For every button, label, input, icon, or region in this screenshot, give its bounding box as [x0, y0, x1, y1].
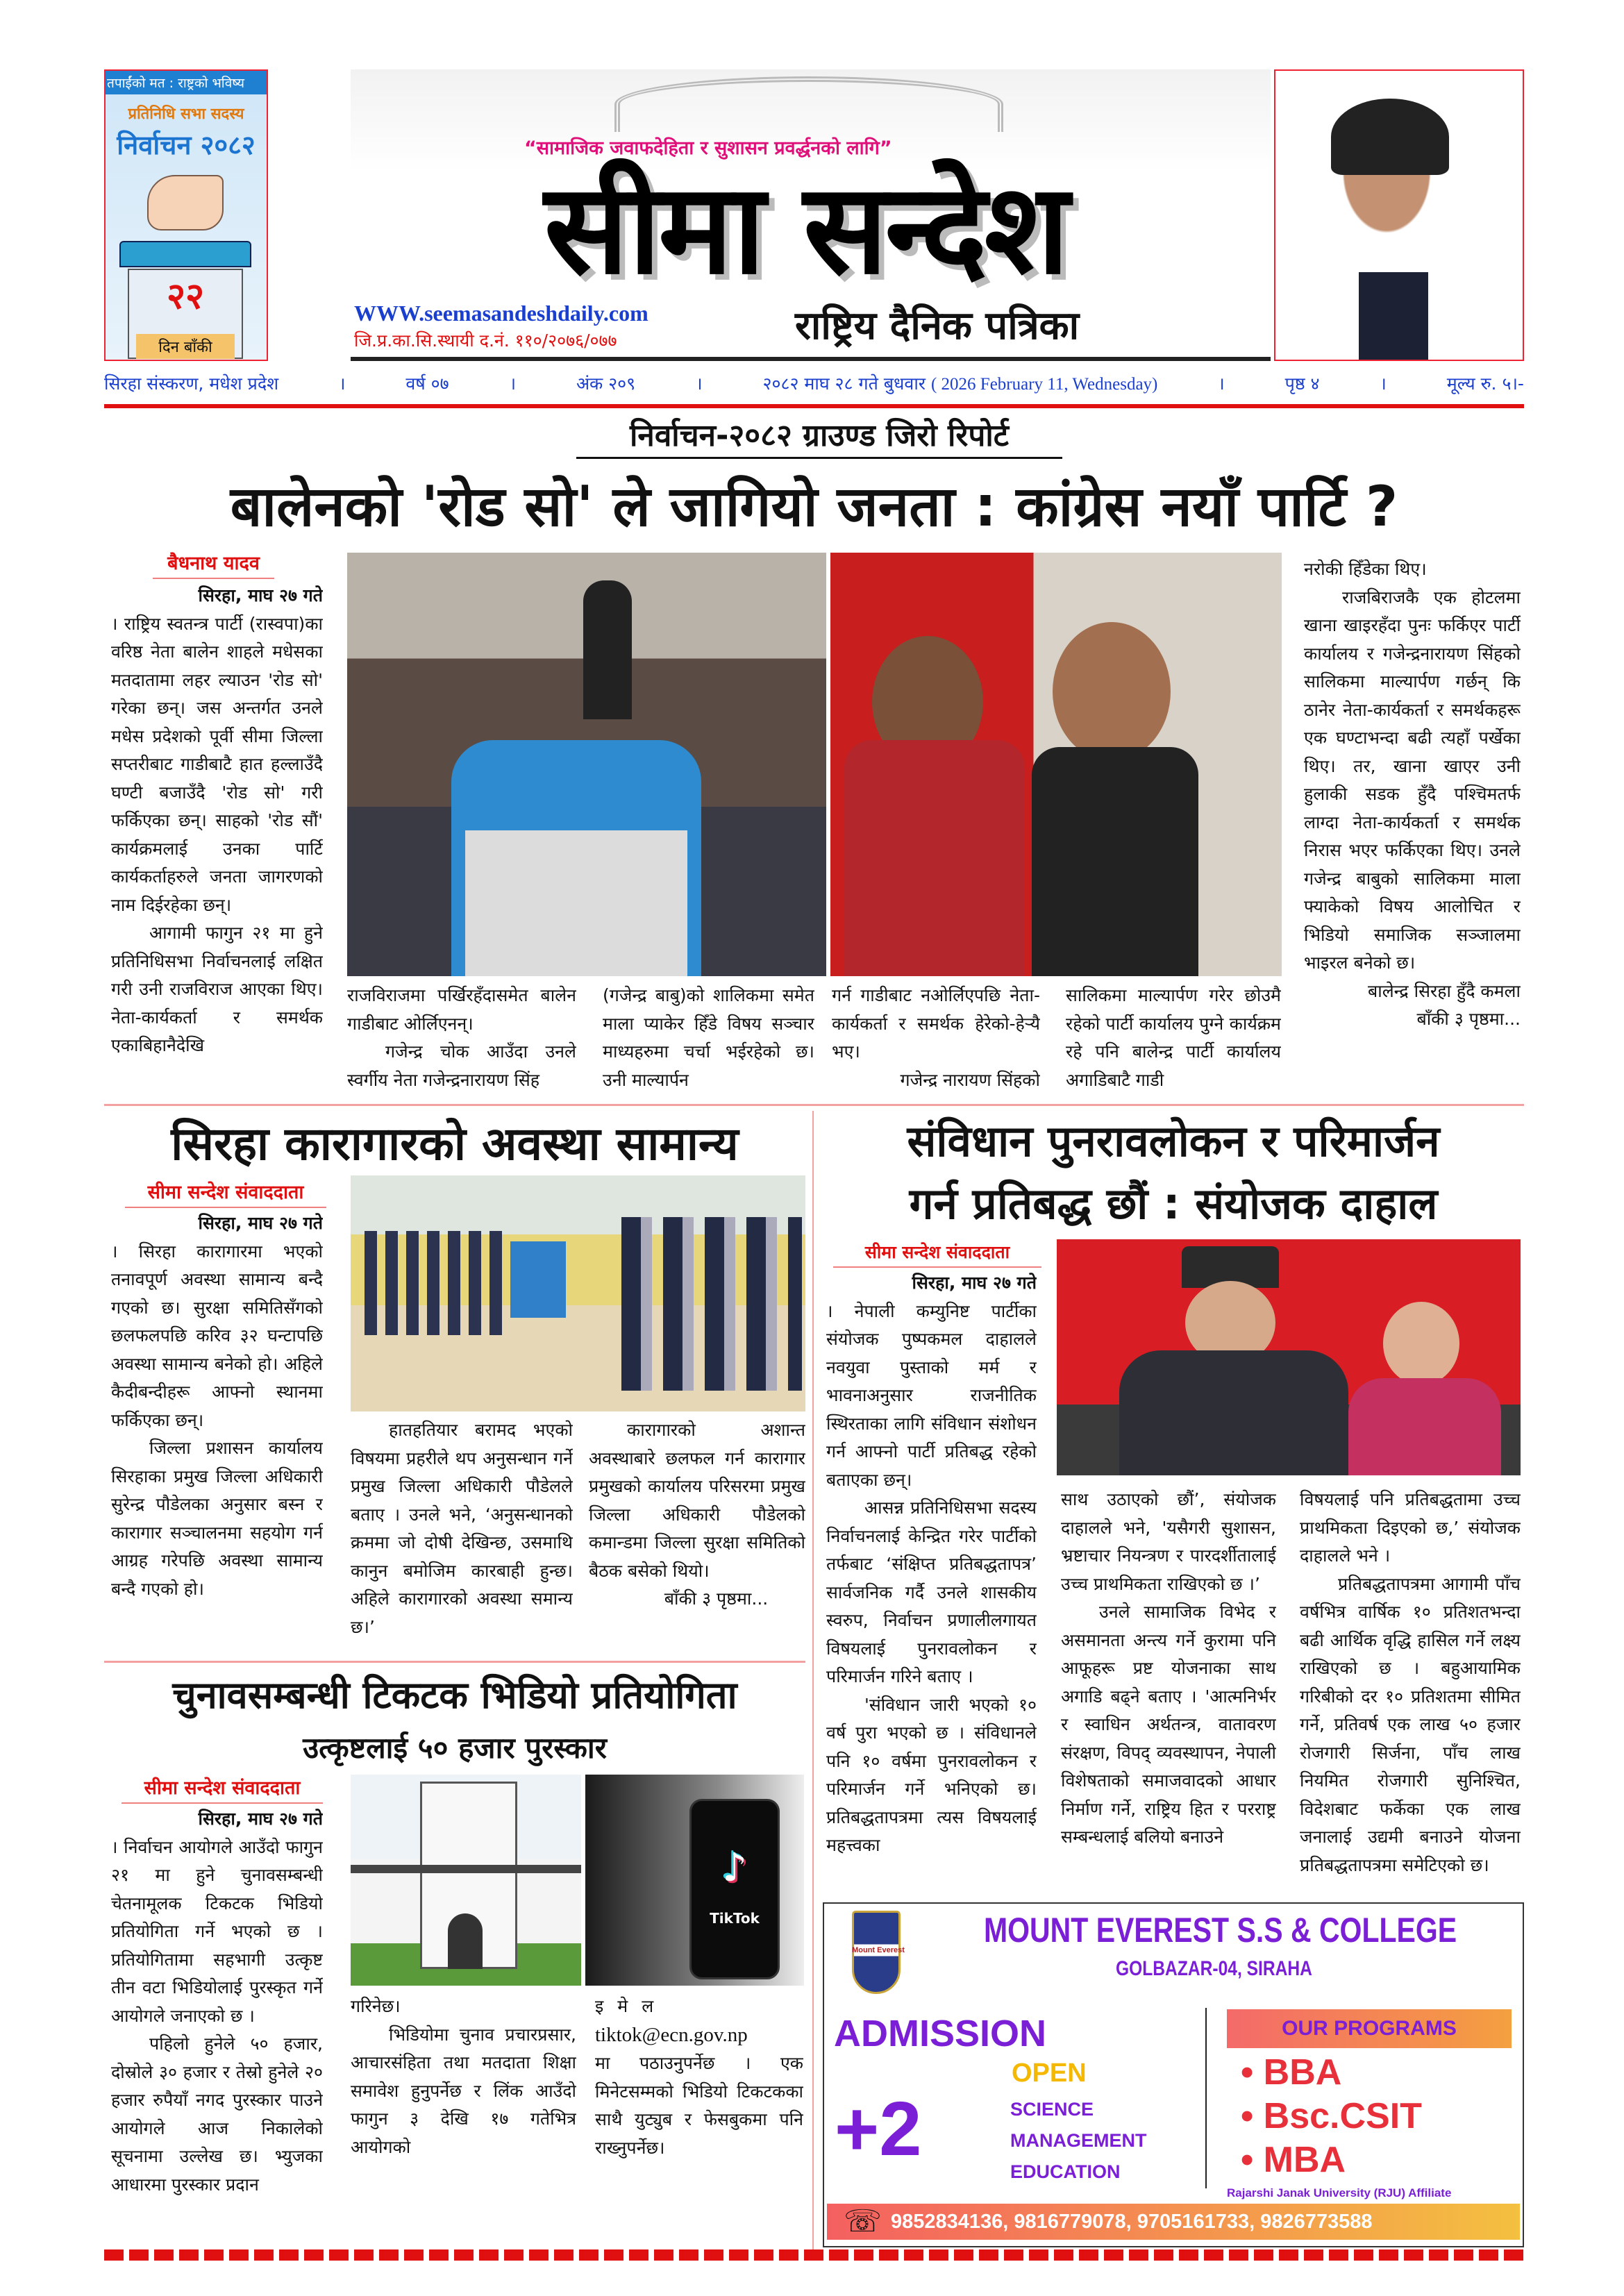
- issue-number: अंक २०९: [576, 374, 636, 394]
- paragraph: । नेपाली कम्युनिष्ट पार्टीका संयोजक पुष्पकमल दाहालले नवयुवा पुस्ताको मर्म र भावनाअनुसार राजनीतिक स्थिरताका लागि संविधान संशोधन गर्न आफ्नो पार्टी प्रतिबद्ध रहेको बताएका छन्।: [826, 1300, 1037, 1490]
- paragraph: । राष्ट्रिय स्वतन्त्र पार्टी (रास्वपा)का वरिष्ठ नेता बालेन शाहले मधेसका मतदातामा लहर ल्याउन 'रोड सो' गरेका छन्। जस अन्तर्गत उनले मधेस प्रदेशको पूर्वी सीमा जिल्ला सप्तरीबाट गाडीबाटै हात हल्लाउँदै घण्टी बजाउँदै 'रोड सो' गरी फर्किएका छन्। साहको 'रोड सौं' कार्यक्रमलाई उनका पार्टि कार्यकर्ताहरुले जनता जागरणको नाम दिईरहेका छन्।: [111, 613, 323, 915]
- banner-title: निर्वाचन २०८२: [117, 130, 256, 160]
- program-name: MBA: [1263, 2140, 1346, 2180]
- phone-numbers[interactable]: 9852834136, 9816779078, 9705161733, 9826773588: [891, 2211, 1373, 2233]
- open-label: OPEN: [1012, 2059, 1087, 2088]
- story1-caption-column-1: [347, 982, 576, 1096]
- paragraph: आगामी फागुन २१ मा हुने प्रतिनिधिसभा निर्वाचनलाई लक्षित गरी उनी राजविराज आएका थिए। नेता-कार्यकर्ता र समर्थक एकाबिहानैदेखि: [111, 923, 323, 1055]
- featured-person-photo[interactable]: [1274, 69, 1524, 361]
- english-date: ( 2026 February 11, Wednesday): [930, 375, 1158, 394]
- ad-divider: [1205, 2008, 1207, 2188]
- dahal-press-conference-photo[interactable]: [1057, 1239, 1521, 1475]
- price: मूल्य रु. ५।-: [1446, 374, 1524, 394]
- tiktok-phone-photo[interactable]: [585, 1775, 804, 1986]
- story1-caption-column-2: [603, 982, 814, 1096]
- paragraph: (गजेन्द्र बाबु)को शालिकमा समेत माला प्याकेर हिँडे विषय सञ्चार माध्यहरुमा चर्चा भईरहेको छ। उनी माल्यार्पन: [603, 985, 814, 1090]
- photo-caption: पृष्ठ ३ मा...: [1455, 335, 1513, 352]
- separator: ।: [696, 374, 703, 394]
- paragraph: । निर्वाचन आयोगले आउँदो फागुन २१ मा हुने चुनावसम्बन्धी चेतनामूलक टिकटक भिडियो प्रतियोगिता गर्ने भएको छ । प्रतियोगितामा सहभागी उत्कृष्ट तीन वटा भिडियोलाई पुरस्कृत गर्ने आयोगले जनाएको छ ।: [111, 1836, 323, 2026]
- masthead-rule: [351, 357, 1271, 361]
- dateline: सिरहा, माघ २७ गते: [198, 1809, 323, 1829]
- paragraph: राजबिराजकै एक होटलमा खाना खाइरहँदा पुनः फर्किएर पार्टी कार्यालय र गजेन्द्रनारायण सिंहको सालिकमा माल्यार्पण गर्छन् कि ठानेर नेता-कार्यकर्ता र समर्थकहरू एक घण्टाभन्दा बढी त्यहाँ पर्खेका थिए। तर, खाना खाएर उनी हुलाकी सडक हुँदै पश्चिमतर्फ लाग्दा नेता-कार्यकर्ता र समर्थक निरास भएर फर्किएका थिए। उनले गजेन्द्र बाबुको सालिकमा माला फ्याकेको विषय आलोचित र भिडियो समाजिक सञ्जालमा भाइरल बनेको छ।: [1304, 587, 1521, 973]
- college-address: GOLBAZAR-04, SIRAHA: [1116, 1957, 1312, 1980]
- stream-item: EDUCATION: [1010, 2161, 1121, 2182]
- website-link[interactable]: WWW.seemasandeshdaily.com: [354, 301, 648, 326]
- story4-byline: सीमा सन्देश संवाददाता: [122, 1775, 323, 1804]
- paragraph: हातहतियार बरामद भएको विषयमा प्रहरीले थप अनुसन्धान गर्ने प्रमुख जिल्ला अधिकारी पौडेलले बताए । उनले भने, ‘अनुसन्धानको क्रममा जो दोषी देखिन्छ, उसमाथि कानुन बमोजिम कारबाही हुन्छ। अहिले कारागारको अवस्था समान्य छ।’: [351, 1420, 573, 1637]
- newspaper-title: सीमा सन्देश: [544, 157, 1067, 302]
- header-rule: [104, 404, 1524, 408]
- nepali-date: २०८२ माघ २८ गते बुधवार: [762, 374, 926, 394]
- days-remaining: २२: [166, 276, 205, 317]
- story4-subhead: उत्कृष्टलाई ५० हजार पुरस्कार: [303, 1731, 607, 1765]
- paragraph: नरोकी हिँडेका थिए।: [1304, 559, 1427, 579]
- admission-label: ADMISSION: [834, 2013, 1047, 2054]
- story4-headline[interactable]: चुनावसम्बन्धी टिकटक भिडियो प्रतियोगिता: [172, 1673, 737, 1717]
- paragraph: । सिरहा कारागारमा भएको तनावपूर्ण अवस्था सामान्य बन्दै गएको छ। सुरक्षा समितिसँगको छलफलपछि करिव ३२ घन्टापछि अवस्था सामान्य बनेको हो। अहिले कैदीबन्दीहरू आफ्नो स्थानमा फर्किएका छन्।: [111, 1241, 323, 1430]
- dateline: सिरहा, माघ २७ गते: [198, 585, 323, 605]
- info-strip: [104, 369, 1524, 397]
- phone-bar: [827, 2204, 1520, 2240]
- paragraph: सालिकमा माल्यार्पण गरेर छोउमै रहेको पार्टी कार्यालय पुग्ने कार्यक्रम रहे पनि बालेन्द्र पार्टी कार्यालय अगाडिबाटै गाडी: [1066, 985, 1281, 1090]
- college-advertisement[interactable]: [823, 1902, 1524, 2247]
- program-name: Bsc.CSIT: [1263, 2096, 1422, 2136]
- paragraph: साथ उठाएको छौं’, संयोजक दाहालले भने, 'यसैगरी सुशासन, भ्रष्टाचार नियन्त्रण र पारदर्शीतालाई उच्च प्राथमिकता राखिएको छ ।’: [1061, 1489, 1276, 1594]
- story1-kicker: निर्वाचन-२०८२ ग्राउण्ड जिरो रिपोर्ट: [576, 415, 1062, 459]
- paragraph: गर्न गाडीबाट नओर्लिएपछि नेता-कार्यकर्ता र समर्थक हेरेको-हेर्‍यै भए।: [832, 985, 1040, 1062]
- story2-column-1: [111, 1209, 323, 1654]
- story1-byline: बैधनाथ यादव: [153, 550, 274, 579]
- column-divider: [812, 1111, 814, 2249]
- story3-headline-line1[interactable]: संविधान पुनरावलोकन र परिमार्जन: [907, 1116, 1440, 1166]
- program-item: • MBA: [1241, 2140, 1346, 2180]
- programs-title: OUR PROGRAMS: [1227, 2009, 1512, 2048]
- paragraph: राजविराजमा पर्खिरहँदासमेत बालेन गाडीबाट ओर्लिएनन्।: [347, 985, 576, 1034]
- program-item: • Bsc.CSIT: [1241, 2096, 1422, 2136]
- congress-leaders-photo[interactable]: [830, 553, 1282, 976]
- story1-caption-column-4: [1066, 982, 1281, 1096]
- story3-column-1: [826, 1269, 1037, 1902]
- tiktok-label: TikTok: [710, 1910, 760, 1927]
- paragraph: उनले सामाजिक विभेद र असमानता अन्त्य गर्ने कुरामा पनि आफूहरू प्रष्ट योजनाका साथ अगाडि बढ्ने बताए । 'आत्मनिर्भर र स्वाधिन अर्थतन्त्र, वातावरण संरक्षण, विपद् व्यवस्थापन, नेपाली विशेषताको समाजवादको आधार निर्माण गर्ने, राष्ट्रिय हित र परराष्ट्र सम्बन्धलाई बलियो बनाउने: [1061, 1602, 1276, 1847]
- ballot-box-icon: [119, 241, 251, 359]
- paragraph: 'संविधान जारी भएको १० वर्ष पुरा भएको छ । संविधानले पनि १० वर्षमा पुनरावलोकन र परिमार्जन गर्ने भनिएको छ। प्रतिबद्धतापत्रमा त्यस विषयलाई महत्त्वका: [826, 1694, 1037, 1855]
- story3-byline: सीमा सन्देश संवाददाता: [833, 1239, 1041, 1268]
- separator: ।: [1380, 374, 1387, 394]
- separator: ।: [1218, 374, 1225, 394]
- tiktok-logo-icon: ♪: [722, 1845, 747, 1891]
- plus-two-label: +2: [835, 2086, 922, 2172]
- continued-link[interactable]: बाँकी ३ पृष्ठमा...: [664, 1589, 769, 1609]
- separator: ।: [509, 374, 517, 394]
- streams-list: [1010, 2094, 1147, 2188]
- divider: [104, 1661, 805, 1663]
- story2-headline[interactable]: सिरहा कारागारको अवस्था सामान्य: [171, 1117, 739, 1171]
- paragraph: बालेन्द्र सिरहा हुँदै कमला: [1367, 980, 1521, 1001]
- banner-slogan: तपाईंको मत : राष्ट्रको भविष्य: [106, 71, 267, 94]
- email-link[interactable]: tiktok@ecn.gov.np: [595, 2023, 748, 2046]
- paragraph: गजेन्द्र चोक आउँदा उनले स्वर्गीय नेता गजेन्द्रनारायण सिंह: [347, 1041, 576, 1090]
- phone-icon: ☏: [844, 2204, 882, 2238]
- paragraph: पहिलो हुनेले ५० हजार, दोस्रोले ३० हजार र तेस्रो हुनेले २० हजार रुपैयाँ नगद पुरस्कार पाउने आयोगले आज निकालेको सूचनामा उल्लेख छ। भ्युजका आधारमा पुरस्कार प्रदान: [111, 2034, 323, 2195]
- story2-column-3: [589, 1416, 805, 1652]
- story3-column-3: [1300, 1486, 1521, 1902]
- edition: सिरहा संस्करण, मधेश प्रदेश: [104, 374, 279, 394]
- story3-column-2: [1061, 1486, 1276, 1902]
- dateline: सिरहा, माघ २७ गते: [912, 1273, 1037, 1293]
- paragraph: भिडियोमा चुनाव प्रचारप्रसार, आचारसंहिता तथा मतदाता शिक्षा समावेश हुनुपर्नेछ र लिंक आउँदो फागुन ३ देखि १७ गतेभित्र आयोगको: [351, 2024, 576, 2157]
- paragraph: कारागारको अशान्त अवस्थाबारे छलफल गर्न कारागार प्रमुखको कार्यालय परिसरमा प्रमुख जिल्ला अधिकारी पौडेलको कमान्डमा जिल्ला सुरक्षा समितिको बैठक बसेको थियो।: [589, 1420, 805, 1581]
- stream-item: MANAGEMENT: [1010, 2130, 1147, 2151]
- road-show-crowd-photo[interactable]: [347, 553, 826, 976]
- paragraph: गजेन्द्र नारायण सिंहको: [900, 1069, 1040, 1090]
- story1-headline[interactable]: बालेनको 'रोड सो' ले जागियो जनता : कांग्रेस नयाँ पार्टि ?: [230, 474, 1398, 539]
- election-commission-building-photo[interactable]: [351, 1775, 581, 1986]
- paragraph: मा पठाउनुपर्नेछ । एक मिनेटसम्मको भिडियो टिकटकका साथै युट्युब र फेसबुकमा पनि राख्नुपर्नेछ।: [595, 2053, 803, 2158]
- volume: वर्ष ०७: [405, 374, 449, 394]
- masthead-tagline: “सामाजिक जवाफदेहिता र सुशासन प्रवर्द्धनको लागि”: [524, 137, 892, 159]
- page-number: पृष्ठ ४: [1284, 374, 1320, 394]
- newspaper-subtitle: राष्ट्रिय दैनिक पत्रिका: [795, 303, 1080, 349]
- story2-column-2: [351, 1416, 573, 1652]
- programs-list: [1241, 2051, 1422, 2182]
- paragraph: विषयलाई पनि प्रतिबद्धतामा उच्च प्राथमिकता दिइएको छ,’ संयोजक दाहालले भने ।: [1300, 1489, 1521, 1566]
- footer-dashed-rule: [104, 2249, 1524, 2261]
- stream-item: SCIENCE: [1010, 2099, 1094, 2120]
- separator: ।: [338, 374, 346, 394]
- continued-link[interactable]: बाँकी ३ पृष्ठमा...: [1416, 1009, 1521, 1029]
- story4-column-1: [111, 1805, 323, 2249]
- story4-column-2: [351, 1993, 576, 2249]
- affiliation: Rajarshi Janak University (RJU) Affiliate: [1227, 2186, 1452, 2199]
- college-logo: [852, 1911, 905, 1994]
- paragraph: इमेल: [595, 1996, 668, 2016]
- story3-headline-line2[interactable]: गर्न प्रतिबद्ध छौं : संयोजक दाहाल: [909, 1178, 1438, 1229]
- dateline: सिरहा, माघ २७ गते: [198, 1213, 323, 1233]
- days-remaining-label: दिन बाँकी: [136, 334, 235, 359]
- ballot-hand-icon: [147, 175, 224, 231]
- program-item: • BBA: [1241, 2052, 1342, 2093]
- paragraph: गरिनेछ।: [351, 1996, 401, 2016]
- paragraph: प्रतिबद्धतापत्रमा आगामी पाँच वर्षभित्र वार्षिक १० प्रतिशतभन्दा बढी आर्थिक वृद्धि हासिल गर्ने लक्ष्य राखिएको छ । बहुआयामिक गरिबीको दर १० प्रतिशतमा सीमित गर्ने, प्रतिवर्ष एक लाख ५० हजार रोजगारी सिर्जना, पाँच लाख नियमित रोजगारी सुनिश्चित, विदेशबाट फर्केका एक लाख जनालाई उद्यमी बनाउने योजना प्रतिबद्धतापत्रमा समेटिएको छ।: [1300, 1573, 1521, 1875]
- logo-text: Mount Everest: [852, 1946, 905, 1954]
- program-name: BBA: [1263, 2052, 1342, 2093]
- paragraph: आसन्न प्रतिनिधिसभा सदस्य निर्वाचनलाई केन्द्रित गरेर पार्टीको तर्फबाट ‘संक्षिप्त प्रतिबद्धतापत्र’ सार्वजनिक गर्दै उनले शासकीय स्वरुप, निर्वाचन प्रणालीलगायत विषयलाई पुनरावलोकन र परिमार्जन गरिने बताए ।: [826, 1498, 1037, 1686]
- masthead: [351, 69, 1271, 361]
- divider: [104, 1104, 1524, 1106]
- story1-column-1: [111, 582, 323, 1096]
- story1-caption-column-3: [832, 982, 1040, 1096]
- story4-column-3: [595, 1993, 803, 2249]
- ornament-icon: [614, 76, 1003, 132]
- college-name: MOUNT EVEREST S.S & COLLEGE: [984, 1911, 1457, 1950]
- prison-police-photo[interactable]: [351, 1175, 805, 1411]
- election-countdown-banner: [104, 69, 268, 361]
- story2-byline: सीमा सन्देश संवाददाता: [125, 1179, 326, 1208]
- registration-number: जि.प्र.का.सि.स्थायी द.नं. ११०/२०७६/०७७: [354, 330, 617, 351]
- banner-subtitle: प्रतिनिधि सभा सदस्य: [128, 106, 244, 123]
- story1-right-column: [1304, 555, 1521, 1097]
- paragraph: जिल्ला प्रशासन कार्यालय सिरहाका प्रमुख जिल्ला अधिकारी सुरेन्द्र पौडेलका अनुसार बस्न र कारागार सञ्चालनमा सहयोग गर्न आग्रह गरेपछि अवस्था सामान्य बन्दै गएको हो।: [111, 1438, 323, 1599]
